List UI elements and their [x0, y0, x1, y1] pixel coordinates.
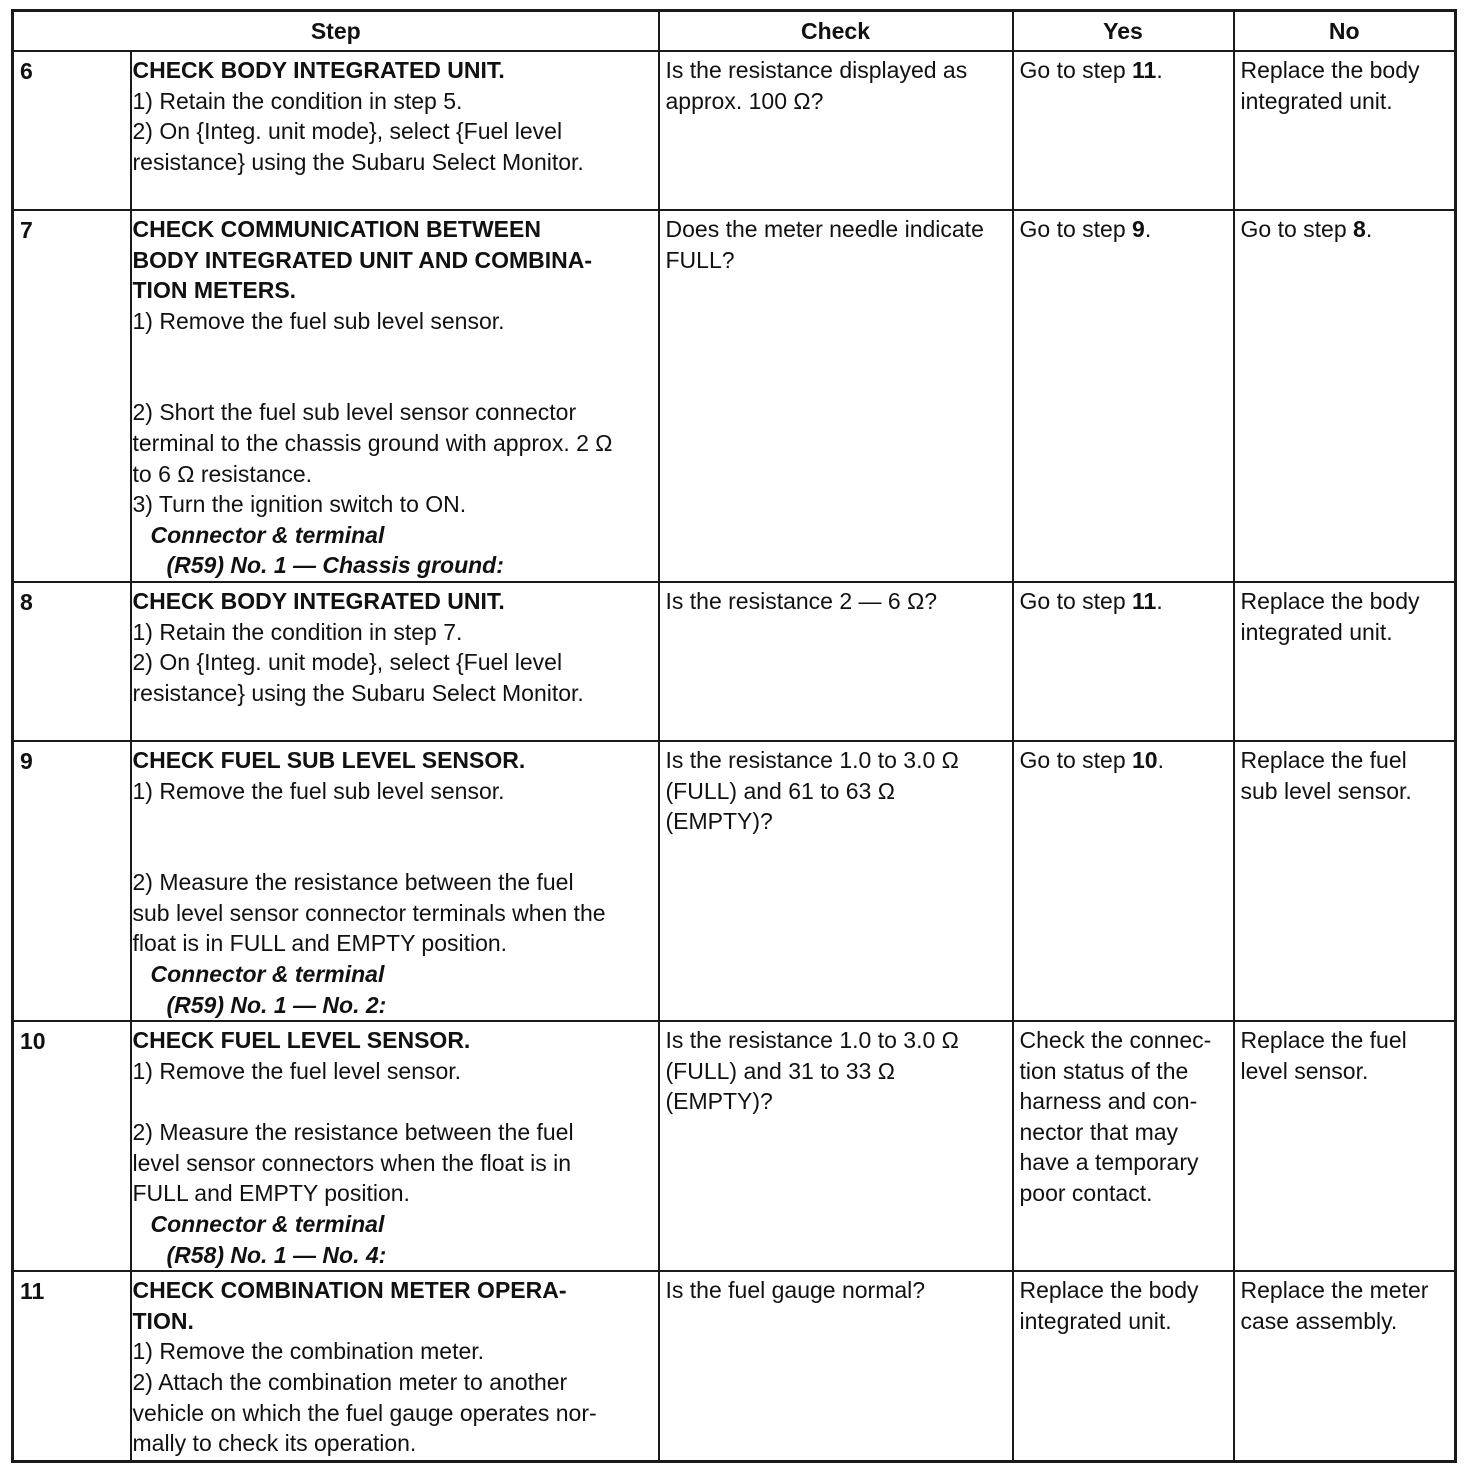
step-line: 2) Measure the resistance between the fuel — [132, 869, 574, 896]
check-line: Is the resistance 1.0 to 3.0 Ω — [665, 1027, 959, 1054]
yes-suffix: . — [1144, 216, 1152, 242]
table-row — [13, 210, 1456, 582]
step-title: TION METERS. — [132, 277, 297, 304]
yes-line: Check the connec- — [1019, 1027, 1212, 1054]
step-line: resistance} using the Subaru Select Monitor. — [132, 679, 584, 706]
yes-cell — [1013, 210, 1234, 582]
figure-gap — [133, 1086, 652, 1117]
step-title: CHECK COMMUNICATION BETWEEN — [132, 216, 541, 242]
step-line: 2) On {Integ. unit mode}, select {Fuel level — [132, 118, 563, 145]
check-line: Is the resistance displayed as — [665, 57, 968, 83]
check-line: FULL? — [665, 246, 735, 273]
no-cell — [1234, 582, 1456, 741]
step-title: CHECK FUEL LEVEL SENSOR. — [132, 1027, 471, 1054]
yes-step-ref: 10 — [1132, 746, 1158, 773]
check-cell — [659, 210, 1013, 582]
no-prefix: Go to step — [1240, 216, 1354, 242]
step-line: mally to check its operation. — [132, 1430, 417, 1457]
yes-prefix: Go to step — [1019, 746, 1133, 773]
step-number: 11 — [13, 1271, 131, 1461]
step-line: 2) On {Integ. unit mode}, select {Fuel level — [132, 649, 563, 676]
no-line: Replace the meter — [1240, 1277, 1429, 1304]
yes-suffix: . — [1156, 587, 1163, 614]
no-line: integrated unit. — [1240, 618, 1393, 645]
no-cell — [1234, 51, 1456, 210]
step-line: resistance} using the Subaru Select Monitor. — [132, 148, 584, 175]
yes-step-ref: 11 — [1132, 57, 1157, 83]
no-line: Replace the fuel — [1240, 1027, 1407, 1054]
check-line: Does the meter needle indicate — [665, 216, 984, 242]
check-cell — [659, 51, 1013, 210]
step-line: 2) Short the fuel sub level sensor connector — [132, 399, 577, 426]
yes-step-ref: 11 — [1132, 587, 1157, 614]
check-line: Is the resistance 2 — 6 Ω? — [665, 587, 938, 614]
check-line: (EMPTY)? — [665, 808, 773, 835]
no-line: Replace the fuel — [1240, 746, 1407, 773]
diagnostic-table — [11, 9, 1457, 1463]
figure-gap — [133, 336, 652, 397]
step-number: 10 — [13, 1021, 131, 1271]
no-line: Replace the body — [1240, 57, 1420, 83]
figure-gap — [133, 806, 652, 867]
yes-line: poor contact. — [1019, 1180, 1153, 1207]
step-title: CHECK BODY INTEGRATED UNIT. — [132, 587, 505, 614]
check-line: Is the resistance 1.0 to 3.0 Ω — [665, 746, 959, 773]
step-line: FULL and EMPTY position. — [132, 1180, 410, 1207]
table-row — [13, 582, 1456, 741]
check-cell — [659, 1021, 1013, 1271]
step-line: level sensor connectors when the float is in — [132, 1149, 572, 1176]
step-line: 1) Remove the fuel sub level sensor. — [132, 307, 505, 334]
yes-line: have a temporary — [1019, 1149, 1199, 1176]
yes-step-ref: 9 — [1132, 216, 1145, 242]
connector-value: (R59) No. 1 — No. 2: — [166, 991, 387, 1018]
yes-line: integrated unit. — [1019, 1307, 1172, 1334]
yes-line: nector that may — [1019, 1118, 1179, 1145]
step-title: CHECK COMBINATION METER OPERA- — [132, 1277, 567, 1304]
check-cell — [659, 582, 1013, 741]
connector-label: Connector & terminal — [150, 1211, 385, 1238]
step-description — [131, 51, 659, 210]
diagnostic-table-wrapper — [11, 9, 1454, 1463]
step-number: 6 — [13, 51, 131, 210]
check-line: (FULL) and 61 to 63 Ω — [665, 777, 895, 804]
yes-cell — [1013, 1021, 1234, 1271]
step-title: CHECK BODY INTEGRATED UNIT. — [132, 57, 505, 83]
table-header-row — [13, 11, 1456, 52]
connector-value: (R58) No. 1 — No. 4: — [166, 1241, 387, 1268]
step-line: 2) Measure the resistance between the fuel — [132, 1119, 574, 1146]
table-row — [13, 1021, 1456, 1271]
step-title: BODY INTEGRATED UNIT AND COMBINA- — [132, 246, 593, 273]
yes-line: Replace the body — [1019, 1277, 1199, 1304]
yes-prefix: Go to step — [1019, 587, 1133, 614]
check-cell — [659, 1271, 1013, 1461]
step-description — [131, 582, 659, 741]
no-cell — [1234, 210, 1456, 582]
header-check: Check — [659, 11, 1013, 52]
header-yes: Yes — [1013, 11, 1234, 52]
no-cell — [1234, 741, 1456, 1021]
step-description — [131, 1271, 659, 1461]
no-line: sub level sensor. — [1240, 777, 1412, 804]
step-line: 1) Remove the fuel sub level sensor. — [132, 777, 505, 804]
yes-prefix: Go to step — [1019, 57, 1133, 83]
check-cell — [659, 741, 1013, 1021]
step-line: 2) Attach the combination meter to another — [132, 1369, 568, 1396]
connector-label: Connector & terminal — [150, 960, 385, 987]
header-no: No — [1234, 11, 1456, 52]
step-number: 8 — [13, 582, 131, 741]
step-line: to 6 Ω resistance. — [132, 460, 313, 487]
check-line: approx. 100 Ω? — [665, 87, 824, 114]
step-line: vehicle on which the fuel gauge operates nor- — [132, 1399, 597, 1426]
table-row — [13, 741, 1456, 1021]
no-line: Replace the body — [1240, 587, 1420, 614]
step-line: 1) Retain the condition in step 7. — [132, 618, 463, 645]
step-number: 7 — [13, 210, 131, 582]
step-title: CHECK FUEL SUB LEVEL SENSOR. — [132, 746, 526, 773]
yes-cell — [1013, 1271, 1234, 1461]
step-title: TION. — [132, 1307, 194, 1334]
no-line: level sensor. — [1240, 1057, 1369, 1084]
yes-suffix: . — [1157, 746, 1164, 773]
step-description — [131, 741, 659, 1021]
check-line: Is the fuel gauge normal? — [665, 1277, 926, 1304]
check-line: (EMPTY)? — [665, 1088, 773, 1115]
no-cell — [1234, 1021, 1456, 1271]
step-line: 3) Turn the ignition switch to ON. — [132, 491, 467, 518]
step-line: sub level sensor connector terminals when the — [132, 899, 606, 926]
yes-suffix: . — [1156, 57, 1163, 83]
no-cell — [1234, 1271, 1456, 1461]
step-line: terminal to the chassis ground with approx. 2 Ω — [132, 429, 613, 456]
connector-value: (R59) No. 1 — Chassis ground: — [166, 552, 504, 579]
step-line: 1) Remove the combination meter. — [132, 1338, 485, 1365]
step-line: 1) Retain the condition in step 5. — [132, 87, 463, 114]
no-suffix: . — [1365, 216, 1373, 242]
yes-prefix: Go to step — [1019, 216, 1133, 242]
check-line: (FULL) and 31 to 33 Ω — [665, 1057, 895, 1084]
step-line: float is in FULL and EMPTY position. — [132, 930, 508, 957]
yes-line: tion status of the — [1019, 1057, 1189, 1084]
yes-cell — [1013, 51, 1234, 210]
table-row — [13, 1271, 1456, 1461]
step-number: 9 — [13, 741, 131, 1021]
no-line: case assembly. — [1240, 1307, 1398, 1334]
header-step: Step — [13, 11, 659, 52]
step-description — [131, 210, 659, 582]
yes-cell — [1013, 741, 1234, 1021]
connector-label: Connector & terminal — [150, 521, 385, 548]
step-line: 1) Remove the fuel level sensor. — [132, 1057, 462, 1084]
step-description — [131, 1021, 659, 1271]
no-line: integrated unit. — [1240, 87, 1393, 114]
table-row — [13, 51, 1456, 210]
no-step-ref: 8 — [1353, 216, 1366, 242]
yes-line: harness and con- — [1019, 1088, 1198, 1115]
yes-cell — [1013, 582, 1234, 741]
